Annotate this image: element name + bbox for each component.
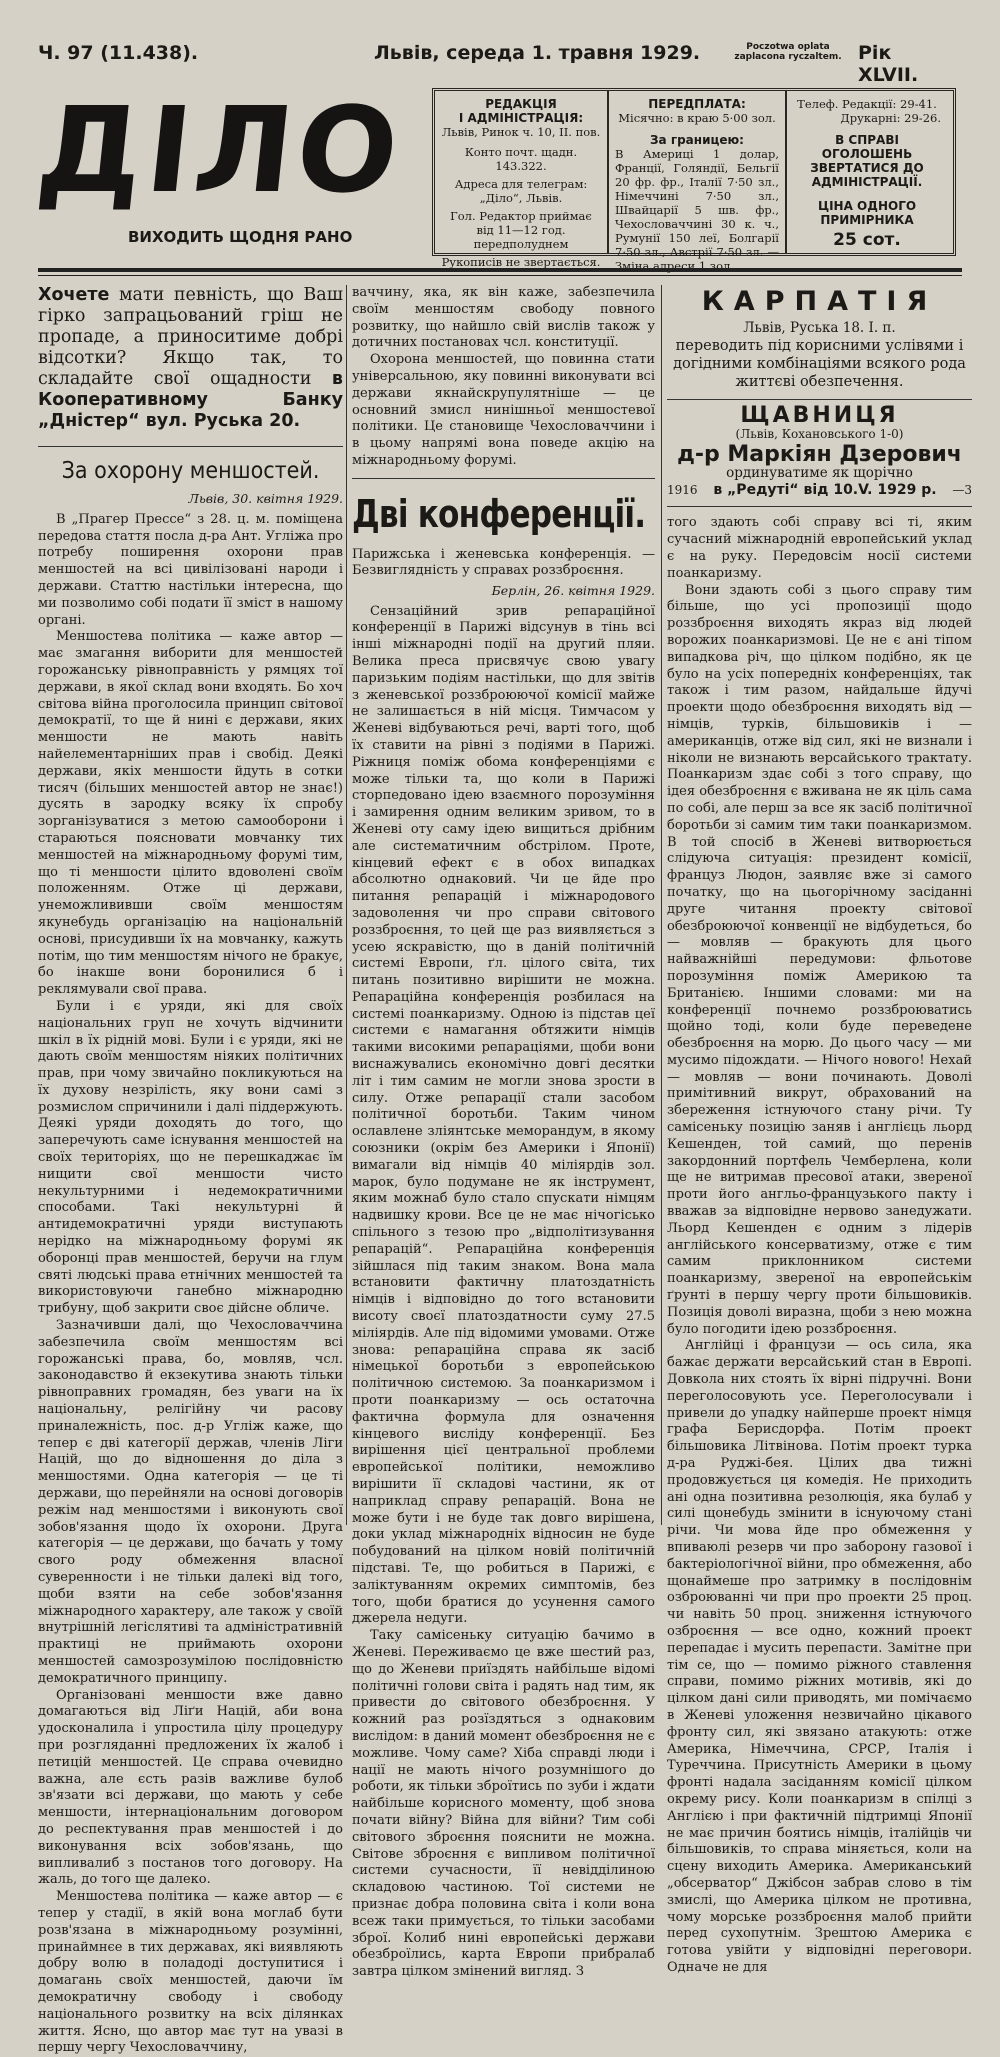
article-headline: За охорону меншостей. [61,458,320,484]
postal-account: Конто почт. щадн. 143.322. [464,145,578,173]
ad-mark: —3 [952,482,972,497]
karpatia-address: Львів, Руська 18. І. п. [743,320,896,336]
karpatia-text: переводить під корисними услівями і догідними комбінаціями всякого рода життєві обезпечення. [673,338,966,390]
issue-number: Ч. 97 (11.438). [38,42,199,64]
article-paragraph: Сензаційний зрив репараційної конференції в Парижі відсунув в тінь всі інші міжнародні події на другий пляи. Велика преса присвячує свою увагу паризьким подіям настільки, що для звітів з женевської роззброюючої комісії майже не залишається в ній місця. Тимчасом у Женеві відбуваються речі, варті того, щоб їх ставити на рівні з подіями в Парижі. Ріжниця поміж обома конференціями є може тільки та, що коли в Парижі сторпедовано ідею взаємного порозуміння і замирення одним великим зривом, то в Женеві оту саму ідею вищиться дрібним але систематичним обстрілом. Проте, кінцевий ефект є в обох випадках абсолютно однаковий. Чи це йде про питання репарацій і міжнародового задоволення чи про справи світового роззброєння, то цей ще раз виявляється з усею яскравістю, що в даній політичній системі Европи, ґл. цілого світа, тих питань позитивно вирішити не можна. Репараційна конференція розбилася на системі поанкаризму. Одною із підстав цеї системи є намагання обтяжити німців такими високими репараціями, щоби вони виснажувались економічно довгі десятки літ і тим самим не могли знова зрости в силу. Отже репарації стали засобом політичної боротьби. Таким чином ославлене зліянтське меморандум, в якому союзники (окрім без Америки і Японії) вимагали від німців 40 міліярдів зол. марок, було подумане не як інструмент, яким можнаб було стало спускати німцям надвишку крови. Все це не має нічогісько спільного з тезою про „відполітизування репарацій“. Репараційна конференція зійшлася під таким знаком. Вона мала встановити фактичну платоздатність німців і відповідно до того встановити висоту своєї платоздатности суму 27.5 міліярдів. Але під відомими умовами. Отже знова: репараційна справа як засіб німецької боротьби з европейською політичною системою. За поанкаризмом і проти поанкаризму — ось остаточна фактична формула для означення кінцевого висліду конференції. Без вирішення цієї центральної проблеми европейської політики, неможливо вирішити її складові частини, як от наприклад справу репарацій. Вона не може бути і не буде так довго вирішена, доки уклад міжнародніх відносин не буде побудований на цілком новій політичній підставі. Те, що робиться в Парижі, є заліктуванням окремих симптомів, без того, щоби братися до усунення самого джерела недуги. [352,603,655,1627]
ordination-note: ординуватиме як щорічно [726,464,913,481]
article-subtitle: Парижська і женевська конференція. — Безвиглядність у справах роззброєння. [352,546,655,578]
masthead-rule-thick [38,268,962,272]
editor-hours: Гол. Редактор приймає від 11—12 год. передполуднем [450,209,592,251]
article-headline: Дві конференції. [352,491,646,536]
print-phone: Друкарні: 29-26. [840,111,941,125]
bank-advertisement [38,285,343,432]
masthead-subtitle: ВИХОДИТЬ ЩОДНЯ РАНО [128,228,353,246]
article-paragraph: Були і є уряди, які для своїх національних груп не хочуть відчинити шкіл в їх рідній мові. Були і є уряди, які не дають своїм меншостям ніяких політичних прав, при чому звичайно покликуються на їх духову незрілість, яку вони самі з розмислом спричинили і далі піддержують. Деякі уряди доходять до того, що заперечують саме існування меншостей на своїх територіях, що не перешкаджає їм нищити свої меншости чисто некультурними і недемократичними способами. Такі некультурні й антидемократичні уряди виступають нерідко на міжнародньому форумі як оборонці прав меншостей, беручи на глум святі людські права етнічних меншостей та використовуючи ганебно міжнародню трибуну, щоб закрити своє дійсне обличе. [38,998,343,1317]
abroad-title: За границею: [650,133,744,147]
article-paragraph: Вони здають собі з цього справу тим більше, що усі пропозиції щодо роззброєння виходять якраз від людей ворожих поанкаризмові. Це не є ані тіпом випадкова річ, що цілком подібно, як це було на усіх попередніх конференціях, так також і тим разом, найдальше йдучі проекти щодо обезброєння виходять від — німців, турків, більшовиків і — американців, отже від сил, які не визнали і ніколи не визнають версайського трактату. Поанкаризм здає собі з того справу, що ідея обезброєння є вживана не як ціль сама по собі, але перш за все як засіб політичної боротьби зі самим тим таки поанкаризмом. В той спосіб в Женеві витворюється слідуюча ситуація: президент комісії, француз Людон, заявляє вже зі самого початку, що на цьогорічному засіданні друге читання проекту світової обезброюючої конвенції не відбудеться, бо — мовляв — бракують для цього найважнійші передумови: фльотове порозуміння поміж Америкою та Британією. Іншими словами: ми на конференції почнемо роззброюватись щойно тоді, коли буде переведене обезброєння на морю. До цього часу — ми мусимо підождати. — Нічого нового! Нехай — мовляв — вони починають. Доволі примітивний викрут, обрахований на збереження істнуючого стану річи. Ту самісеньку позицію заняв і англієць льорд Кешенден, той самий, що перенів закордонний портфель Чемберлена, коли ще не витримав пресової атаки, звереної проти його англьо-французького пакту і вважав за відповідне нервово занедужати. Льорд Кешенден є одним з лідерів англійського консерватизму, отже є тим самим приклонником системи поанкаризму, звереної на европейськім ґрунті в першу чергу проти більшовиків. Позиція доволі виразна, щоби з нею можна було погодити ідею роззброєння. [667,582,972,1337]
sanatorium-title: ЩАВНИЦЯ [740,403,899,428]
masthead-rule-thin [38,275,962,276]
sanatorium-address: (Львів, Кохановського 1-0) [735,426,904,441]
article-paragraph: Меншостева політика — каже автор — є тепер у стадії, в якій вона моглаб бути розв'язана в міжнародньому розумінні, принаймнєе в тих державах, які виявляють добру волю в поладоді доступитися і домагань своїх меншостей, даючи їм демократичну свободу і свободу національного розвитку на всіх ділянках життя. Ясно, що автор має тут на увазі в першу чергу Чехословаччину, [38,1889,343,2056]
bank-ad-body: мати певність, що Ваш гірко запрацьований гріш не пропаде, а приноситиме добрі відсотки? Якщо так, то складайте свої ощадности [38,285,343,389]
column-1 [38,285,343,2056]
karpatia-title: КАРПАТІЯ [701,286,938,317]
newspaper-nameplate: ДІЛО [30,81,409,219]
telegram-label: Адреса для телеграм: [454,177,588,191]
continued-paragraph: ваччину, яка, як він каже, забезпечила своїм меншостям свободу повного розвитку, що найшло свій вислів також у дотичних постановах чсл. конституції. [352,285,655,351]
divider [667,399,972,400]
postage-note [728,42,848,62]
doctor-name: д-р Маркіян Дзерович [677,441,962,467]
price-value: 25 сот. [833,230,901,250]
article-paragraph: Меншостева політика — каже автор — має змагання виборити для меншостей горожанську рівноправність у рямцях тої держави, в якої склад вони входять. Бо хоч світова війна проголосила принцип світової демократії, то ще й нині є держави, яких меншости не мають навіть найелементарніших прав і свобід. Деякі держави, якіх меншости йдуть в сотки тисяч (більших меншостей автор не знає!) дусять в зародку всяку їх спробу зорганізуватися з метою самооборони і стараються поясновати мовчанку тих меншостей на міжнародньому форумі тим, що ті меншости цілито вдоволені своїм положенням. Отже ці держави, унеможлививши своїм меншостям якунебудь організацію на національній основі, присудивши їх на мовчанку, кажуть потім, що тим меншостям нічого не бракує, бо інакше вони боронилися б і реклямували свої права. [38,629,343,998]
continued-paragraph: Охорона меншостей, що повинна стати універсальною, яку повинні виконувати всі держави якнайскрупулятніше — це основний змисл нинішньої меншостевої політики. Це становище Чехословаччини і в цьому напрямі вона поведе акцію на міжнародньому форумі. [352,352,655,468]
editorial-info [435,91,607,269]
telegram-value: „Діло“, Львів. [479,191,563,205]
article-paragraph: Таку самісеньку ситуацію бачимо в Женеві. Переживаємо це вже шестий раз, що до Женеви приїздять найбільше відомі політичні голови світа і радять над тим, як привести до світового обезброєння. У кожний раз розїздяться з однаковим вислідом: в даний момент обезброєння не є можливе. Чому саме? Хіба справді люди і нації не мають нічого розумнішого до роботи, як тільки зброїтись по зуби і ждати найбільше корисного моменту, щоб знова почати війну? Війна для війни? Тим собі світового зброєння пояснити не можна. Світове зброєння є випливом політичної системи сучасности, її невідділиною складовою частиною. Тої системи не признає добра половина світа і коли вона всеж таки примується, то тільки засобами зброї. Колиб нині европейські держави обезброїлись, карта Европи прибралаб завтра цілком змінений вигляд. З [352,1628,655,1980]
divider [352,478,655,479]
sanatorium-place-date: в „Редуті“ від 10.V. 1929 р. [713,481,937,498]
article-paragraph: Організовані меншости вже давно домагаються від Ліґи Націй, аби вона удосконалила і упростила цілу процедуру при розгляданні предложених їх жалоб і петицій меншостей. Це справа очевидно важна, але єсть разів важливе булоб зв'язати всі держави, що мають у себе меншости, інтернаціональним договором до респектування прав меншостей і до виконування всіх зобов'язань, що випливалиб з постанов того договору. На жаль, до того ще далеко. [38,1687,343,1888]
divider [38,446,343,447]
article-paragraph: Англійці і французи — ось сила, яка бажає держати версайський стан в Европі. Довкола них стоять їх вірні підручні. Вони переголосовують усе. Переголосували і привели до упадку найперше проект німця графа Берисдорфа. Потім проект більшовика Літвінова. Потім проект турка д-ра Руджі-бея. Цілих два тижні продовжується ця комедія. Не приходить ані одна позитивна резолюція, яка булаб у силі щонебудь змінити в існуючому стані річи. Чи мова йде про обмеження у впиваюлі резерв чи про заборону газової і бактеріологічної війни, про обмеження, або щонаймеше про затримку в послідовнім озброюванні чи при про проекти 25 проц. чи навіть 50 проц. зниження істнуючого озброєння — все одно, кожний проект перепадає і мусить перепасти. Замітне при тім се, що — помимо ріжного ставлення справи, помимо ріжних мотивів, які до цілком дані сили приводять, ми помічаємо в Женеві уложення незвичайно цікавого фронту сил, які звязано атакують: отже Америка, Німеччина, СРСР, Італія і Туреччина. Присутність Америки в цьому фронті надала засіданням комісії цілком окрему рису. Коли поанкаризм в спілці з Англією і при фактичній підтримці Японії не має причин боятись німців, італійців чи більшовиків, то справа міняється, коли на сцену виходить Америка. Американський „обсерватор“ Джібсон забрав слово в тім змислі, що Америка цілком не противна, чому морське роззброєння малоб прийти перед сухопутнім. Зрештою Америка є готова увійти у відповідні переговори. Одначе не для [667,1338,972,1975]
bank-ad-intro: Хочете [38,285,110,305]
subscription-title: ПЕРЕДПЛАТА: [648,97,746,111]
info-box [432,88,956,273]
subscription-monthly: Місячно: в краю 5·00 зол. [618,111,776,125]
price-label: ЦІНА ОДНОГО ПРИМІРНИКА [817,199,917,227]
sanatorium-advertisement [667,403,972,498]
continued-paragraph: того здають собі справу всі ті, яким сучасний міжнародній европейський уклад є на руку. Передовсім носії системи поанкаризму. [667,515,972,581]
bank-ad-bank: в Кооперативному Банку „Дністер“ вул. Руська 20. [38,369,343,431]
column-rule-1 [346,285,347,1525]
article-paragraph: В „Прагер Прессе“ з 28. ц. м. поміщена передова стаття посла д-ра Ант. Угліжа про потребу поширення охорони прав меншостей на всі цивілізовані народи і держави. Статтю настільки інтересна, що ми позволимо собі подати її зміст в нашому органі. [38,511,343,628]
column-3 [667,285,972,1975]
ads-notice: В СПРАВІ ОГОЛОШЕНЬ ЗВЕРТАТИСЯ ДО АДМІНІСТРАЦІЇ. [810,133,924,189]
year-volume: Рік XLVII. [858,42,919,86]
article-paragraph: Зазначивши далі, що Чехословаччина забезпечила своїм меншостям всі горожанські права, бо, мовляв, чсл. законодавство й екзекутива знають тільки рівноправних громадян, без уваги на їх національну, релігійну чи расову приналежність, пос. д-р Угліж каже, що тепер є дві категорії держав, членів Ліги Націй, що до відношення до діла з меншостями. Одна категорія — це ті держави, що перейняли на основі договорів режім над меншостями і виконують свої зобов'язання щодо їх охорони. Друга категорія — це держави, що бачать у тому свого роду обмеження власної суверенности і не тільки далекі від того, щоби взяти на себе зобов'язання міжнародного характеру, але також у своїй внутрішній легіслятиві та адміністративній практиці не приймають охорони меншостей самозрозумілою послідовністю демократичного принципу. [38,1318,343,1686]
editorial-phone: Телеф. Редакції: 29-41. [797,97,937,111]
article-dateline: Берлін, 26. квітня 1929. [491,582,655,598]
year-label: 1916 [667,482,698,497]
subscription-info [607,91,785,273]
masthead-top-line [38,42,952,86]
postage-line-1: Poczotwa oplata [746,42,830,52]
phones-info [785,91,947,253]
column-2 [352,285,655,1980]
postage-line-2: zaplacona ryczaltem. [734,52,842,62]
article-dateline: Львів, 30. квітня 1929. [188,491,343,506]
karpatia-advertisement [667,285,972,391]
manuscripts-note: Рукописів не звертається. [441,255,601,269]
abroad-prices: В Америці 1 долар, Франції, Голяндії, Бельгії 20 фр. фр., Італії 7·50 зл., Німеччині 7·50 зл., Швайцарії 5 шв. фр., Чехословаччині 30 к. ч., Румунії 150 леї, Болгарії 7·50 зл., Австрії 7·50 зл. — Зміна адреси 1 зол. [615,147,779,273]
sanatorium-date-line [667,482,972,499]
column-rule-2 [661,285,662,1525]
place-date: Львів, середа 1. травня 1929. [374,42,701,64]
divider [667,506,972,507]
editorial-address: Львів, Ринок ч. 10, II. пов. [441,125,601,139]
editorial-title-1: РЕДАКЦІЯ [485,97,557,111]
editorial-title-2: І АДМІНІСТРАЦІЯ: [458,111,584,125]
